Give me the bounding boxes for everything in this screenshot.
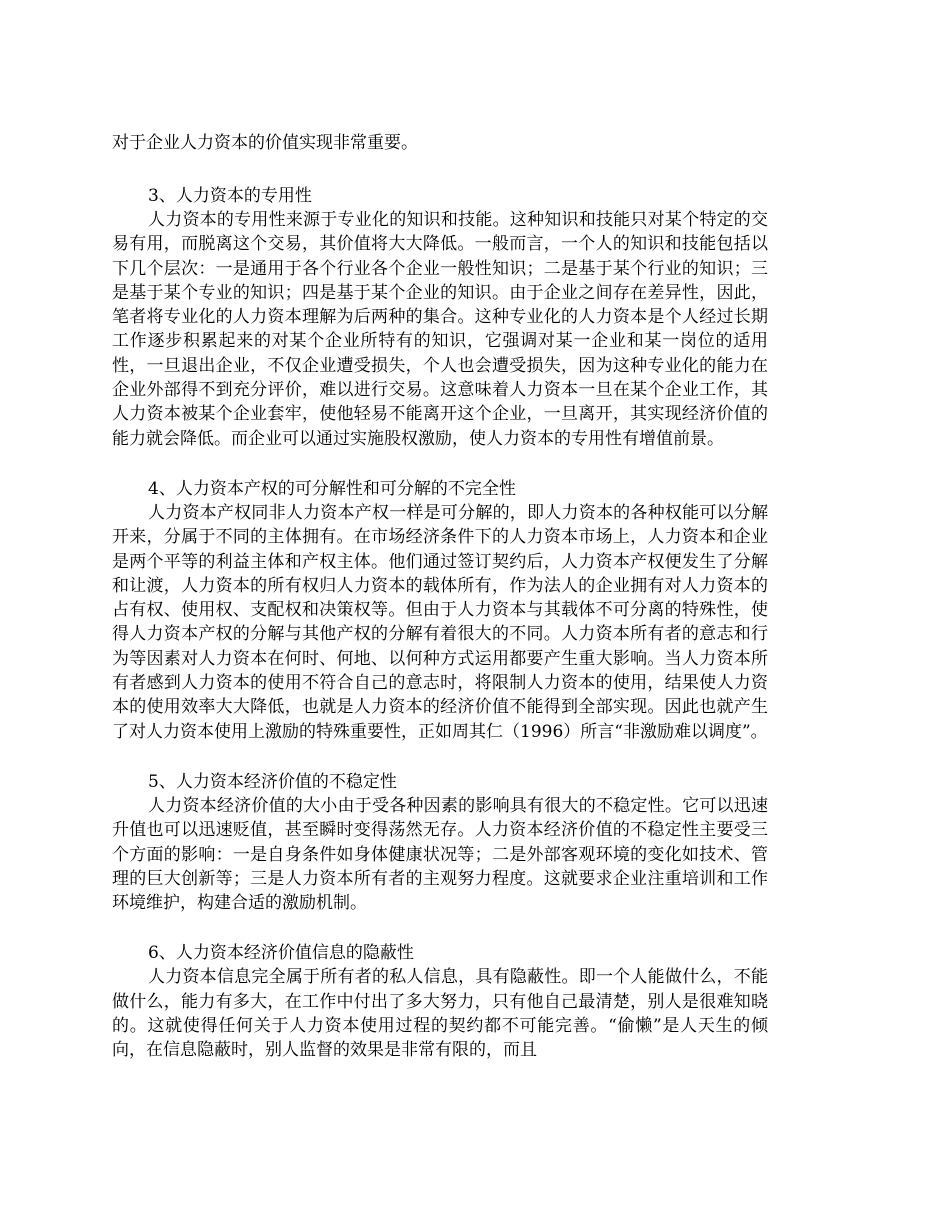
section-heading: 3、人力资本的专用性 bbox=[148, 186, 312, 206]
section-property-rights bbox=[112, 477, 768, 744]
section-paragraph: 人力资本的专用性来源于专业化的知识和技能。这种知识和技能只对某个特定的交易有用，而脱离这个交易，其价值将大大降低。一般而言，一个人的知识和技能包括以下几个层次：一是通用于各个行业各个企业一般性知识；二是基于某个行业的知识；三是基于某个专业的知识；四是基于某个企业的知识。由于企业之间存在差异性，因此，笔者将专业化的人力资本理解为后两种的集合。这种专业化的人力资本是个人经过长期工作逐步积累起来的对某个企业所特有的知识，它强调对某一企业和某一岗位的适用性，一旦退出企业，不仅企业遭受损失，个人也会遭受损失，因为这种专业化的能力在企业外部得不到充分评价，难以进行交易。这意味着人力资本一旦在某个企业工作，其人力资本被某个企业套牢，使他轻易不能离开这个企业，一旦离开，其实现经济价值的能力就会降低。而企业可以通过实施股权激励，使人力资本的专用性有增值前景。 bbox=[112, 210, 768, 449]
section-heading: 6、人力资本经济价值信息的隐蔽性 bbox=[148, 943, 414, 964]
section-heading: 5、人力资本经济价值的不稳定性 bbox=[148, 771, 397, 792]
section-paragraph: 人力资本经济价值的大小由于受各种因素的影响具有很大的不稳定性。它可以迅速升值也可以迅速贬值，甚至瞬时变得荡然无存。人力资本经济价值的不稳定性主要受三个方面的影响：一是自身条件如身体健康状况等；二是外部客观环境的变化如技术、管理的巨大创新等；三是人力资本所有者的主观努力程度。这就要求企业注重培训和工作环境维护，构建合适的激励机制。 bbox=[112, 795, 768, 914]
section-specificity bbox=[112, 184, 768, 451]
intro-paragraph: 对于企业人力资本的价值实现非常重要。 bbox=[112, 133, 418, 153]
section-paragraph: 人力资本信息完全属于所有者的私人信息，具有隐蔽性。即一个人能做什么，不能做什么，能力有多大，在工作中付出了多大努力，只有他自己最清楚，别人是很难知晓的。这就使得任何关于人力资本使用过程的契约都不可能完善。“偷懒”是人天生的倾向，在信息隐蔽时，别人监督的效果是非常有限的，而且 bbox=[112, 967, 768, 1061]
section-heading: 4、人力资本产权的可分解性和可分解的不完全性 bbox=[148, 478, 516, 499]
document-body bbox=[112, 128, 768, 1063]
section-paragraph: 人力资本产权同非人力资本产权一样是可分解的，即人力资本的各种权能可以分解开来，分属于不同的主体拥有。在市场经济条件下的人力资本市场上，人力资本和企业是两个平等的利益主体和产权主体。他们通过签订契约后，人力资本产权便发生了分解和让渡，人力资本的所有权归人力资本的载体所有，作为法人的企业拥有对人力资本的占有权、使用权、支配权和决策权等。但由于人力资本与其载体不可分离的特殊性，使得人力资本产权的分解与其他产权的分解有着很大的不同。人力资本所有者的意志和行为等因素对人力资本在何时、何地、以何种方式运用都要产生重大影响。当人力资本所有者感到人力资本的使用不符合自己的意志时，将限制人力资本的使用，结果使人力资本的使用效率大大降低，也就是人力资本的经济价值不能得到全部实现。因此也就产生了对人力资本使用上激励的特殊重要性，正如周其仁（1996）所言“非激励难以调度”。 bbox=[112, 502, 768, 742]
section-information-hiddenness bbox=[112, 941, 768, 1062]
section-value-instability bbox=[112, 770, 768, 915]
